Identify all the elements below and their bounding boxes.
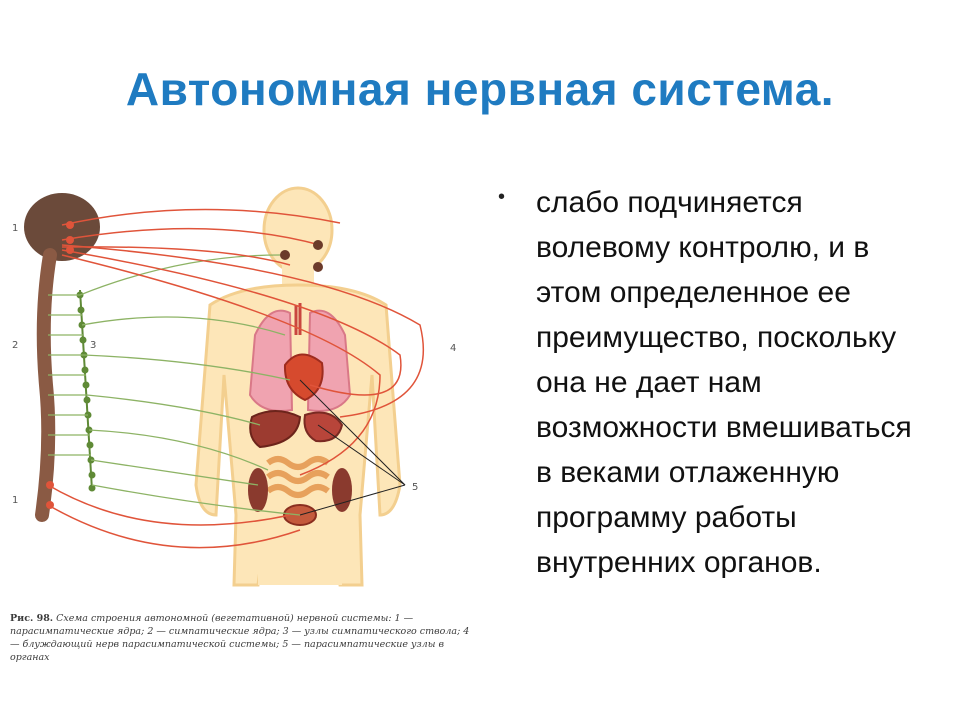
nervous-system-diagram: [0, 185, 480, 615]
diagram-svg: [0, 185, 480, 615]
figure-label-1-top: 1: [12, 223, 19, 234]
bullet-item-text: слабо подчиняется волевому контролю, и в этом определенное ее преимущество, поскольку она не дает нам возможности вмешиваться в веками отлаженную программу работы внутренних органов.: [536, 186, 912, 579]
figure-label-4: 4: [450, 343, 457, 354]
figure-label-2: 2: [12, 340, 19, 351]
brain-and-spinal-cord: [24, 193, 100, 515]
caption-text: Схема строения автономной (вегетативной) нервной системы: 1 — парасимпатические ядра; 2 — симпатические ядра; 3 — узлы симпатического ствола; 4 — блуждающий нерв парасимпатической системы; 5 — парасимпатические узлы в органах: [10, 613, 470, 663]
sympathetic-trunk: [77, 290, 96, 492]
figure-label-1-bottom: 1: [12, 495, 19, 506]
figure-label-3: 3: [90, 340, 97, 351]
bullet-marker: •: [498, 186, 506, 208]
slide-title: Автономная нервная система.: [125, 63, 835, 115]
figure-caption: [10, 612, 480, 664]
figure-label-5: 5: [412, 482, 419, 493]
caption-figure-number: Рис. 98.: [10, 613, 54, 624]
